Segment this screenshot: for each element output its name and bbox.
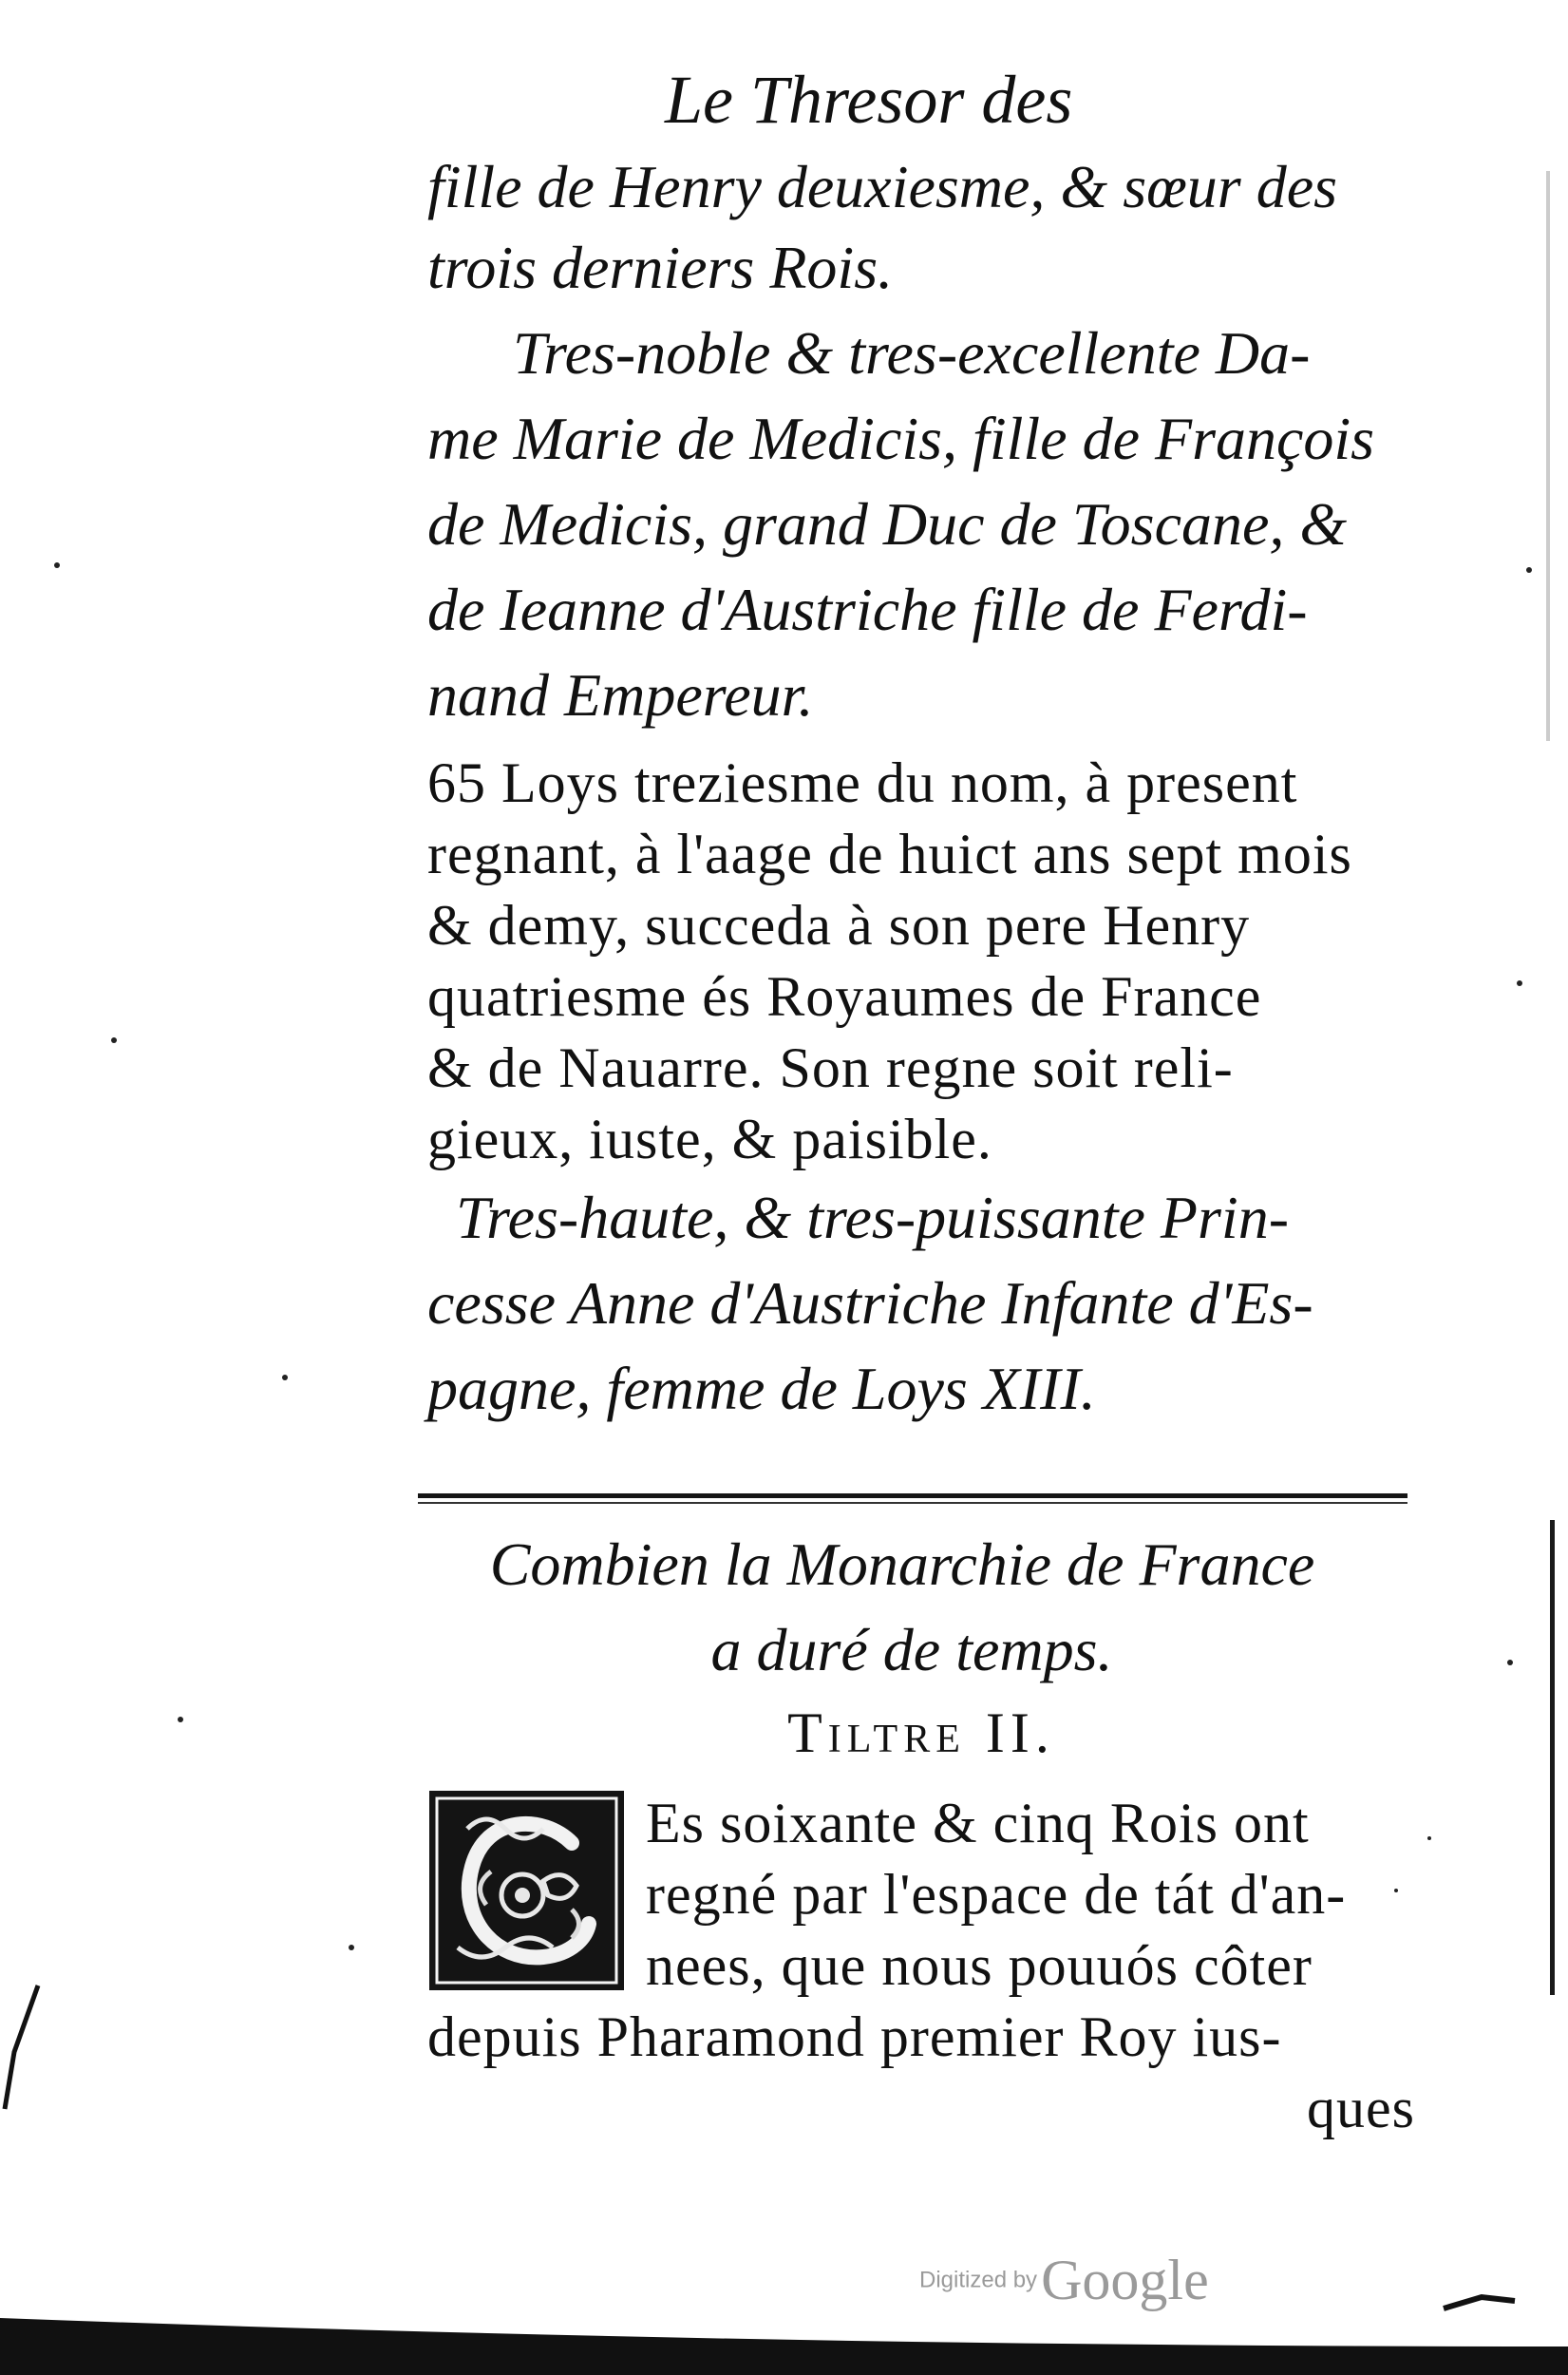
watermark-brand: Google bbox=[1041, 2249, 1209, 2311]
section-heading: Combien la Monarchie de France bbox=[489, 1530, 1315, 1598]
text-line: Es soixante & cinq Rois ont bbox=[646, 1792, 1310, 1854]
text-line: Tres-noble & tres-excellente Da- bbox=[513, 319, 1311, 387]
text-line: me Marie de Medicis, fille de François bbox=[427, 405, 1375, 472]
text-line: regnant, à l'aage de huict ans sept mois bbox=[427, 823, 1352, 885]
running-head: Le Thresor des bbox=[665, 62, 1073, 138]
text-line: Tres-haute, & tres-puissante Prin- bbox=[456, 1184, 1289, 1251]
text-line: de Ieanne d'Austriche fille de Ferdi- bbox=[427, 576, 1308, 643]
text-line: regné par l'espace de tát d'an- bbox=[646, 1863, 1347, 1926]
text-line: & demy, succeda à son pere Henry bbox=[427, 894, 1251, 957]
text-line: & de Nauarre. Son regne soit reli- bbox=[427, 1036, 1234, 1099]
text-line: gieux, iuste, & paisible. bbox=[427, 1108, 992, 1170]
section-heading: a duré de temps. bbox=[710, 1616, 1113, 1683]
text-line: cesse Anne d'Austriche Infante d'Es- bbox=[427, 1269, 1313, 1337]
text-line: pagne, femme de Loys XIII. bbox=[427, 1355, 1096, 1422]
text-line: nees, que nous pouuós côter bbox=[646, 1934, 1313, 1997]
text-line: depuis Pharamond premier Roy ius- bbox=[427, 2005, 1282, 2068]
text-line: fille de Henry deuxiesme, & sœur des bbox=[427, 153, 1337, 220]
text-line: quatriesme és Royaumes de France bbox=[427, 965, 1262, 1028]
text-line: trois derniers Rois. bbox=[427, 234, 894, 301]
text-line: de Medicis, grand Duc de Toscane, & bbox=[427, 490, 1348, 558]
catchword: ques bbox=[1307, 2077, 1415, 2139]
text-line: 65 Loys treziesme du nom, à present bbox=[427, 751, 1298, 814]
section-title: Tiltre II. bbox=[787, 1701, 1055, 1764]
text-line: nand Empereur. bbox=[427, 661, 814, 729]
watermark-prefix: Digitized by bbox=[919, 2267, 1038, 2293]
